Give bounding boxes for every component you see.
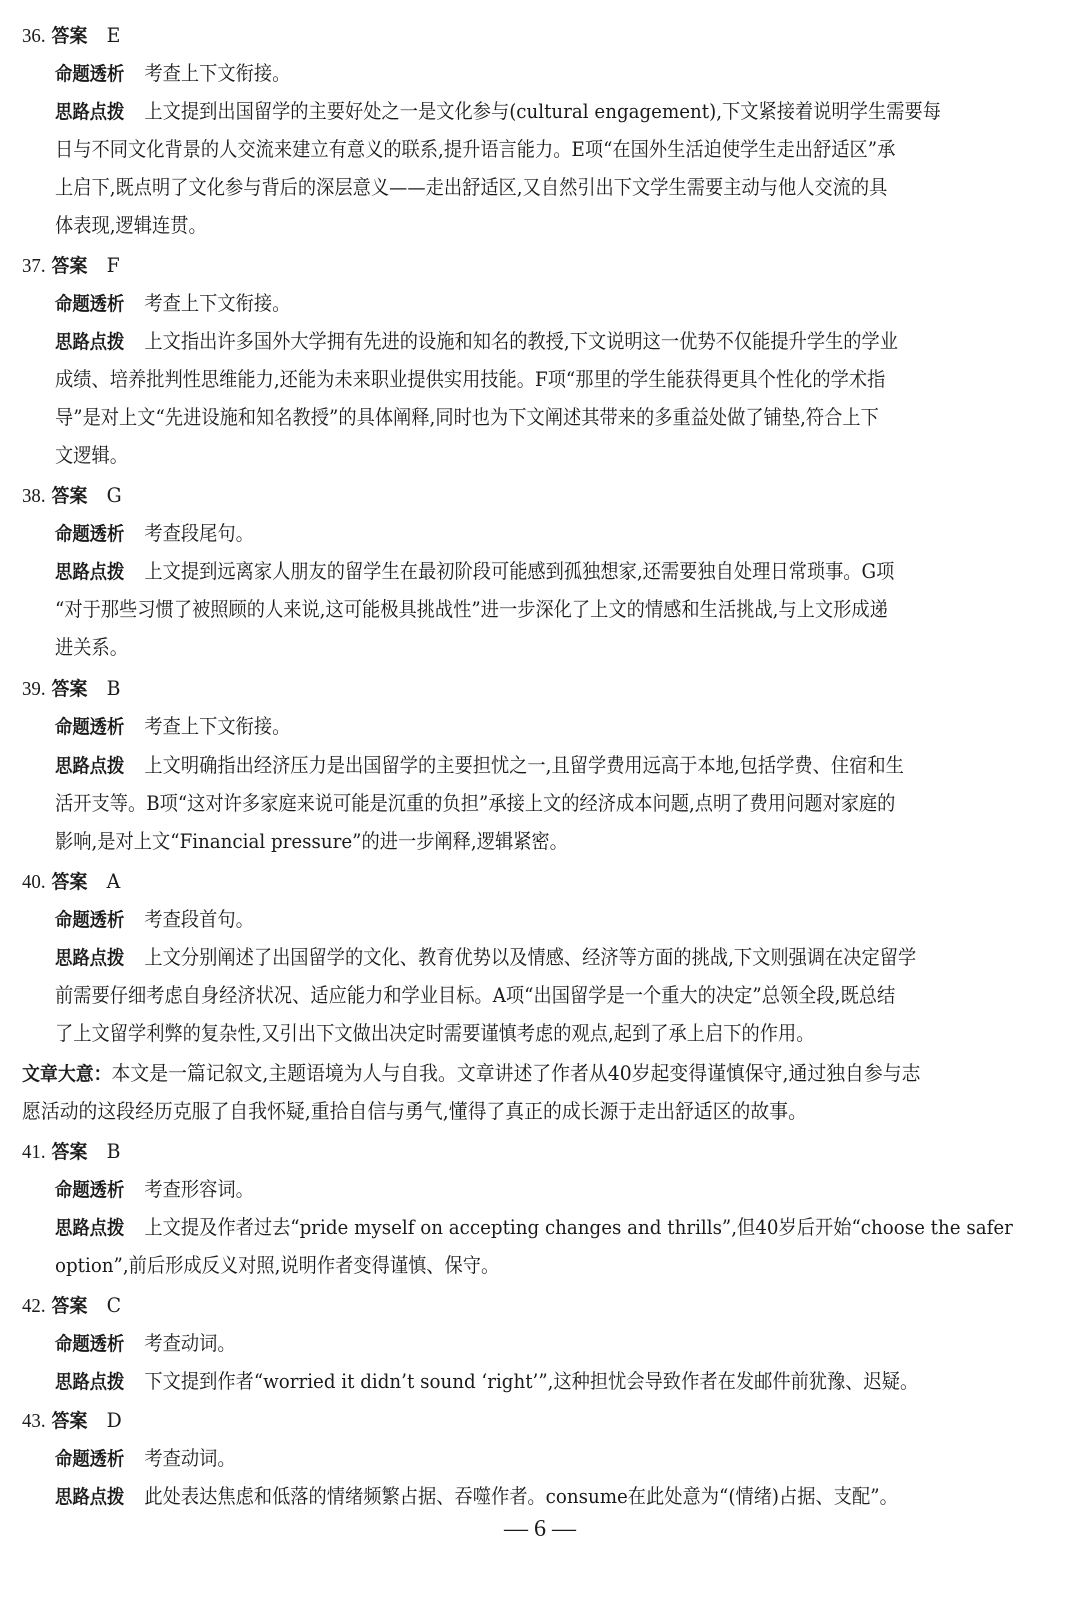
analysis-43: 命题透析 考查动词。	[55, 1446, 236, 1470]
analysis-39: 命题透析 考查上下文衔接。	[55, 714, 291, 738]
summary-line-2: 愿活动的这段经历克服了自我怀疑,重拾自信与勇气,懂得了真正的成长源于走出舒适区的故事。	[22, 1099, 807, 1123]
hint-42: 思路点拨 下文提到作者“worried it didn’t sound ‘right’”,这种担忧会导致作者在发邮件前犹豫、迟疑。	[55, 1369, 919, 1393]
hint-41-line-2: option”,前后形成反义对照,说明作者变得谨慎、保守。	[55, 1253, 500, 1277]
hint-37-line-2: 成绩、培养批判性思维能力,还能为未来职业提供实用技能。F项“那里的学生能获得更具个性化的学术指	[55, 367, 886, 391]
analysis-41: 命题透析 考查形容词。	[55, 1177, 254, 1201]
hint-38-line-2: “对于那些习惯了被照顾的人来说,这可能极具挑战性”进一步深化了上文的情感和生活挑战,与上文形成递	[55, 597, 888, 621]
hint-37-line-3: 导”是对上文“先进设施和知名教授”的具体阐释,同时也为下文阐述其带来的多重益处做了铺垫,符合上下	[55, 405, 879, 429]
hint-40-line-2: 前需要仔细考虑自身经济状况、适应能力和学业目标。A项“出国留学是一个重大的决定”总领全段,既总结	[55, 983, 896, 1007]
hint-36-line-2: 日与不同文化背景的人交流来建立有意义的联系,提升语言能力。E项“在国外生活迫使学生走出舒适区”承	[55, 137, 896, 161]
summary: 文章大意：本文是一篇记叙文,主题语境为人与自我。文章讲述了作者从40岁起变得谨慎保守,通过独自参与志	[22, 1061, 921, 1085]
hint-40-line-3: 了上文留学利弊的复杂性,又引出下文做出决定时需要谨慎考虑的观点,起到了承上启下的作用。	[55, 1021, 815, 1045]
hint-43: 思路点拨 此处表达焦虑和低落的情绪频繁占据、吞噬作者。consume在此处意为“(情绪)占据、支配”。	[55, 1484, 898, 1508]
hint-39-line-2: 活开支等。B项“这对许多家庭来说可能是沉重的负担”承接上文的经济成本问题,点明了费用问题对家庭的	[55, 791, 896, 815]
page-number: — 6 —	[504, 1516, 576, 1542]
answer-heading-41: 41. 答案 B	[22, 1139, 121, 1163]
analysis-40: 命题透析 考查段首句。	[55, 907, 254, 931]
hint-38-line-3: 进关系。	[55, 635, 128, 659]
hint-37-line-4: 文逻辑。	[55, 443, 128, 467]
answer-heading-37: 37. 答案 F	[22, 253, 120, 277]
hint-38: 思路点拨 上文提到远离家人朋友的留学生在最初阶段可能感到孤独想家,还需要独自处理日常琐事。G项	[55, 559, 895, 583]
answer-heading-38: 38. 答案 G	[22, 483, 122, 507]
answer-heading-40: 40. 答案 A	[22, 869, 121, 893]
analysis-38: 命题透析 考查段尾句。	[55, 521, 254, 545]
hint-36-line-4: 体表现,逻辑连贯。	[55, 213, 207, 237]
hint-40: 思路点拨 上文分别阐述了出国留学的文化、教育优势以及情感、经济等方面的挑战,下文则强调在决定留学	[55, 945, 917, 969]
hint-39: 思路点拨 上文明确指出经济压力是出国留学的主要担忧之一,且留学费用远高于本地,包括学费、住宿和生	[55, 753, 904, 777]
analysis-36: 命题透析 考查上下文衔接。	[55, 61, 291, 85]
answer-heading-36: 36. 答案 E	[22, 23, 121, 47]
hint-41: 思路点拨 上文提及作者过去“pride myself on accepting changes and thrills”,但40岁后开始“choose the safer	[55, 1215, 1013, 1239]
analysis-37: 命题透析 考查上下文衔接。	[55, 291, 291, 315]
hint-36-line-3: 上启下,既点明了文化参与背后的深层意义——走出舒适区,又自然引出下文学生需要主动与他人交流的具	[55, 175, 888, 199]
hint-39-line-3: 影响,是对上文“Financial pressure”的进一步阐释,逻辑紧密。	[55, 829, 568, 853]
answer-heading-39: 39. 答案 B	[22, 676, 121, 700]
hint-36: 思路点拨 上文提到出国留学的主要好处之一是文化参与(cultural engagement),下文紧接着说明学生需要每	[55, 99, 941, 123]
answer-heading-43: 43. 答案 D	[22, 1408, 122, 1432]
hint-37: 思路点拨 上文指出许多国外大学拥有先进的设施和知名的教授,下文说明这一优势不仅能提升学生的学业	[55, 329, 899, 353]
analysis-42: 命题透析 考查动词。	[55, 1331, 236, 1355]
answer-heading-42: 42. 答案 C	[22, 1293, 122, 1317]
